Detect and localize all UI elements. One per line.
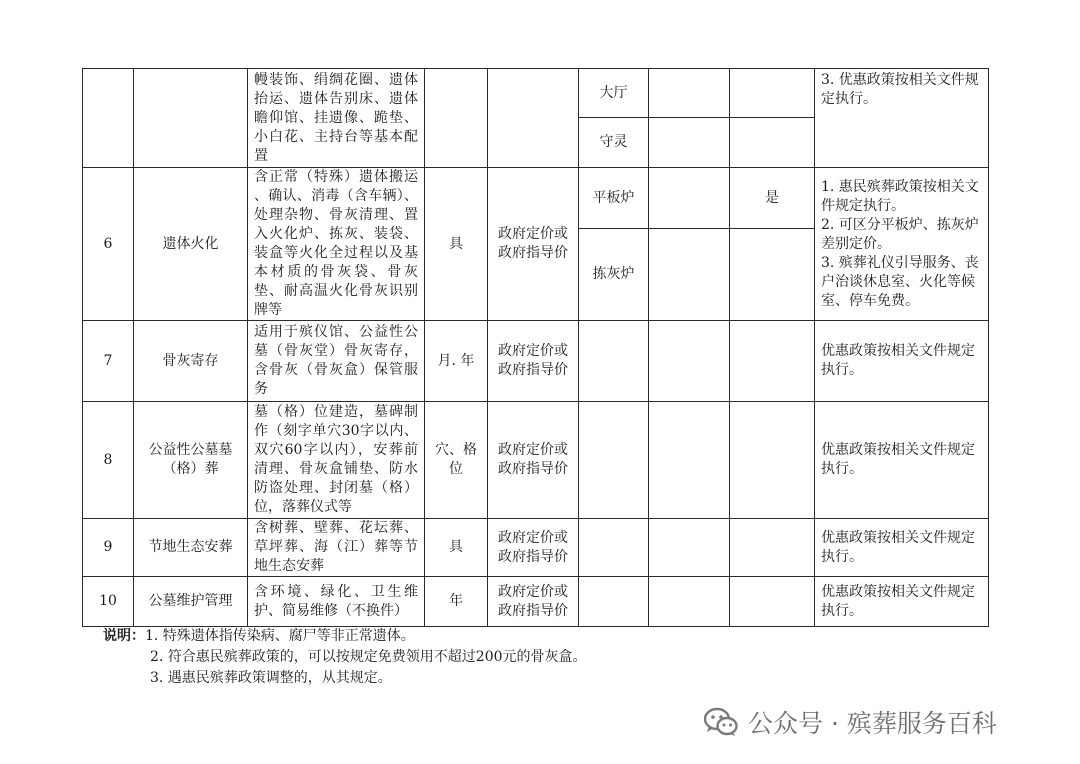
policy-line: 1. 惠民殡葬政策按相关文件规定执行。 (821, 178, 979, 214)
sub-empty (649, 321, 730, 402)
row-number: 6 (83, 168, 134, 321)
sub-item: 平板炉 (579, 168, 649, 229)
service-description: 含正常（特殊）遗体搬运 、确认、消毒（含车辆）、处理杂物、骨灰清理、置入火化炉、拣灰、装袋、装盒等火化全过程以及基本材质的骨灰袋、骨灰垫、耐高温火化骨灰识别牌等 (248, 168, 425, 321)
policy-note (815, 168, 989, 321)
footnote-text: 1. 特殊遗体指传染病、腐尸等非正常遗体。 (145, 628, 415, 644)
fee-table (82, 68, 989, 627)
footnote-1 (103, 627, 415, 646)
footnote-label: 说明： (103, 628, 145, 644)
service-description: 含环境、绿化、卫生维护、简易维修（不换件） (248, 577, 425, 627)
policy-line: 3. 殡葬礼仪引导服务、丧户治谈休息室、火化等候室、停车免费。 (821, 254, 979, 309)
unit: 穴、格位 (425, 402, 488, 519)
footnote-2: 2. 符合惠民殡葬政策的，可以按规定免费领用不超过200元的骨灰盒。 (150, 649, 587, 665)
sub-empty (579, 402, 649, 519)
watermark-text: 公众号 · 殡葬服务百科 (748, 709, 997, 738)
row-number (83, 69, 134, 168)
service-name (134, 69, 248, 168)
pricing-method: 政府定价或政府指导价 (488, 519, 579, 577)
sub-empty (649, 118, 730, 168)
sub-item: 守灵 (579, 118, 649, 168)
unit: 年 (425, 577, 488, 627)
policy-note: 优惠政策按相关文件规定执行。 (815, 519, 989, 577)
unit: 具 (425, 519, 488, 577)
policy-note: 优惠政策按相关文件规定执行。 (815, 402, 989, 519)
sub-flag (730, 69, 815, 118)
unit: 月. 年 (425, 321, 488, 402)
sub-empty (730, 402, 815, 519)
sub-empty (730, 519, 815, 577)
policy-note: 3. 优惠政策按相关文件规定执行。 (815, 69, 989, 168)
pricing-method (488, 69, 579, 168)
sub-empty (579, 321, 649, 402)
service-description: 含树葬、壁葬、花坛葬、草坪葬、海（江）葬等节地生态安葬 (248, 519, 425, 577)
wechat-icon (704, 707, 738, 737)
footnote-3: 3. 遇惠民殡葬政策调整的，从其规定。 (150, 670, 392, 686)
sub-empty (649, 229, 730, 321)
pricing-method: 政府定价或政府指导价 (488, 577, 579, 627)
policy-line: 2. 可区分平板炉、拣灰炉差别定价。 (821, 216, 979, 252)
row-number: 10 (83, 577, 134, 627)
pricing-method: 政府定价或政府指导价 (488, 402, 579, 519)
watermark (704, 704, 997, 740)
service-name: 节地生态安葬 (134, 519, 248, 577)
sub-empty (649, 519, 730, 577)
pricing-method: 政府定价或政府指导价 (488, 168, 579, 321)
sub-flag (730, 229, 815, 321)
unit: 具 (425, 168, 488, 321)
policy-note: 优惠政策按相关文件规定执行。 (815, 577, 989, 627)
sub-empty (649, 69, 730, 118)
service-name: 公墓维护管理 (134, 577, 248, 627)
sub-empty (730, 321, 815, 402)
sub-item: 拣灰炉 (579, 229, 649, 321)
service-description: 墓（格）位建造，墓碑制作（刻字单穴30字以内、双穴60字以内），安葬前清理、骨灰盒铺垫、防水防盗处理、封闭墓（格）位，落葬仪式等 (248, 402, 425, 519)
service-name: 骨灰寄存 (134, 321, 248, 402)
row-number: 9 (83, 519, 134, 577)
sub-flag (730, 118, 815, 168)
sub-empty (649, 402, 730, 519)
sub-empty (579, 519, 649, 577)
sub-item: 大厅 (579, 69, 649, 118)
row-number: 7 (83, 321, 134, 402)
sub-empty (649, 577, 730, 627)
service-name: 遗体火化 (134, 168, 248, 321)
unit (425, 69, 488, 168)
service-description: 适用于殡仪馆、公益性公墓（骨灰堂）骨灰寄存，含骨灰（骨灰盒）保管服务 (248, 321, 425, 402)
sub-flag: 是 (730, 168, 815, 229)
sub-empty (649, 168, 730, 229)
sub-empty (730, 577, 815, 627)
pricing-method: 政府定价或政府指导价 (488, 321, 579, 402)
policy-note: 优惠政策按相关文件规定执行。 (815, 321, 989, 402)
row-number: 8 (83, 402, 134, 519)
sub-empty (579, 577, 649, 627)
service-description: 幔装饰、绢绸花圈、遗体抬运、遗体告别床、遗体瞻仰馆、挂遗像、跪垫、小白花、主持台等基本配置 (248, 69, 425, 168)
service-name: 公益性公墓墓（格）葬 (134, 402, 248, 519)
